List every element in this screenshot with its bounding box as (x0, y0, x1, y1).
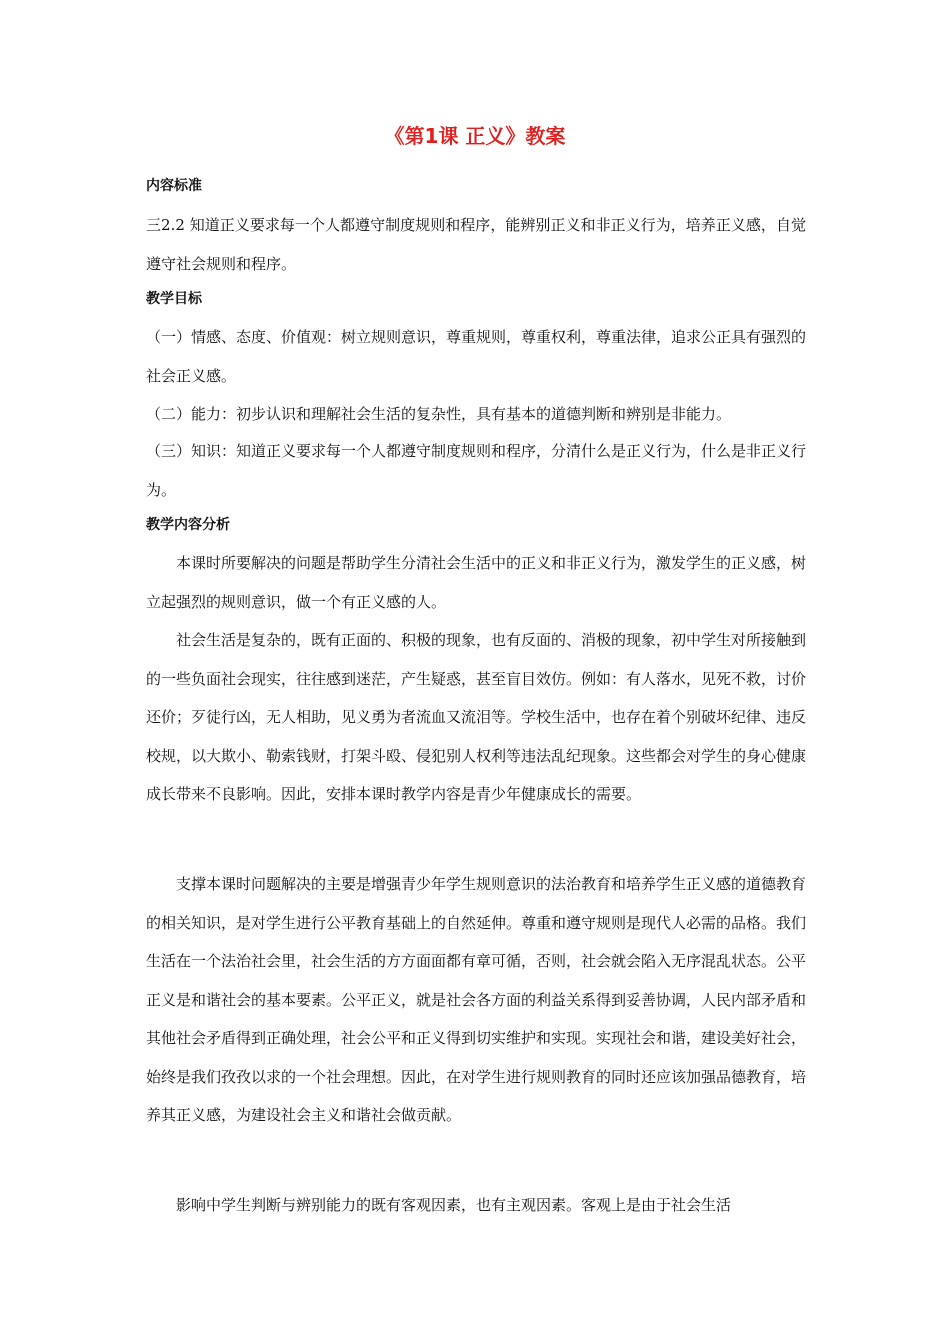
section-heading-content-analysis: 教学内容分析 (146, 517, 230, 533)
content-analysis-paragraph: 社会生活是复杂的，既有正面的、积极的现象，也有反面的、消极的现象，初中学生对所接触到的一些负面社会现实，往往感到迷茫，产生疑惑，甚至盲目效仿。例如：有人落水，见死不救，讨价还价；歹徒行凶，无人相助，见义勇为者流血又流泪等。学校生活中，也存在着个别破坏纪律、违反校规，以大欺小、勒索钱财，打架斗殴、侵犯别人权利等违法乱纪现象。这些都会对学生的身心健康成长带来不良影响。因此，安排本课时教学内容是青少年健康成长的需要。 (146, 631, 807, 803)
section-heading-content-standard: 内容标准 (146, 178, 202, 194)
content-standard-paragraph: 三2.2 知道正义要求每一个人都遵守制度规则和程序，能辨别正义和非正义行为，培养正义感，自觉遵守社会规则和程序。 (146, 216, 806, 273)
teaching-goal-knowledge: （三）知识：知道正义要求每一个人都遵守制度规则和程序，分清什么是正义行为，什么是非正义行为。 (146, 442, 807, 499)
content-analysis-paragraph: 支撑本课时问题解决的主要是增强青少年学生规则意识的法治教育和培养学生正义感的道德教育的相关知识，是对学生进行公平教育基础上的自然延伸。尊重和遵守规则是现代人必需的品格。我们生活在一个法治社会里，社会生活的方方面面都有章可循，否则，社会就会陷入无序混乱状态。公平正义是和谐社会的基本要素。公平正义，就是社会各方面的利益关系得到妥善协调，人民内部矛盾和其他社会矛盾得到正确处理，社会公平和正义得到切实维护和实现。实现社会和谐，建设美好社会，始终是我们孜孜以求的一个社会理想。因此，在对学生进行规则教育的同时还应该加强品德教育，培养其正义感，为建设社会主义和谐社会做贡献。 (146, 875, 807, 1124)
content-analysis-paragraph: 影响中学生判断与辨别能力的既有客观因素，也有主观因素。客观上是由于社会生活 (176, 1196, 732, 1214)
teaching-goal-emotion: （一）情感、态度、价值观：树立规则意识，尊重规则，尊重权利，尊重法律，追求公正具有强烈的社会正义感。 (146, 328, 807, 385)
section-heading-teaching-goals: 教学目标 (146, 291, 202, 307)
document-title: 《第1课 正义》教案 (384, 124, 566, 148)
teaching-goal-ability: （二）能力：初步认识和理解社会生活的复杂性，具有基本的道德判断和辨别是非能力。 (146, 405, 732, 423)
content-analysis-paragraph: 本课时所要解决的问题是帮助学生分清社会生活中的正义和非正义行为，激发学生的正义感，树立起强烈的规则意识，做一个有正义感的人。 (146, 554, 807, 611)
